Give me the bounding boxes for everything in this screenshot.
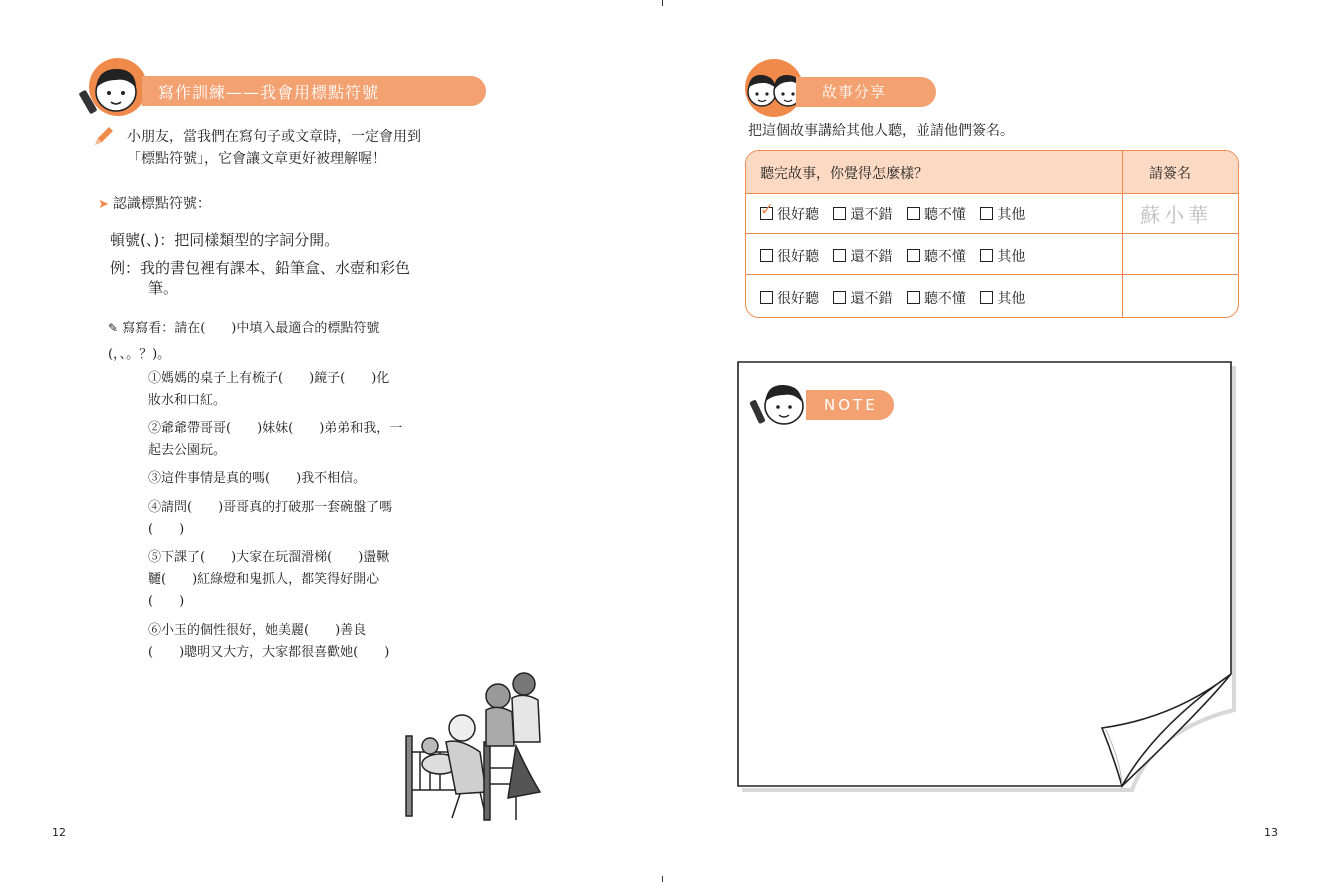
option-checkbox[interactable] [907,207,966,223]
task-line-1: 寫寫看：請在( )中填入最適合的標點符號 [122,321,380,336]
option-checkbox[interactable] [907,291,966,307]
table-row [760,246,1035,266]
question-6 [148,620,578,664]
table-row [760,200,1035,224]
signature-field-2[interactable] [1124,236,1234,272]
option-label: 其他 [997,249,1026,265]
question-5-line-3: ( ) [148,594,185,609]
question-3 [148,468,578,490]
option-checkbox[interactable] [980,249,1025,265]
option-label: 聽不懂 [923,207,966,223]
question-1 [148,368,578,412]
arrow-right-icon: ➤ [98,197,109,212]
page-number-left: 12 [52,826,66,839]
question-5 [148,547,578,613]
option-checkbox[interactable] [760,249,819,265]
option-label: 其他 [997,207,1026,223]
header-signature: 請簽名 [1149,166,1191,182]
task-instruction [108,315,588,368]
question-1-line-1: ①媽媽的桌子上有梳子( )鏡子( )化 [148,371,390,386]
example-line-1: 例：我的書包裡有課本、鉛筆盒、水壺和彩色 [110,259,411,277]
option-label: 很好聽 [777,249,819,265]
option-checkbox[interactable] [833,291,892,307]
option-label: 還不錯 [850,249,893,265]
rule-line: 頓號(、)：把同樣類型的字詞分開。 [110,231,340,249]
question-5-line-1: ⑤下課了( )大家在玩溜滑梯( )盪鞦 [148,550,390,565]
question-2 [148,418,578,462]
option-label: 還不錯 [850,207,893,223]
question-4-line-2: ( ) [148,522,185,537]
question-6-line-1: ⑥小玉的個性很好，她美麗( )善良 [148,623,367,638]
option-checkbox[interactable] [980,207,1025,223]
share-instruction: 把這個故事講給其他人聽，並請他們簽名。 [748,123,1014,139]
header-question: 聽完故事，你覺得怎麼樣？ [760,166,928,182]
question-4 [148,497,578,541]
note-label: NOTE [824,396,878,414]
checkmark-icon: ✓ [760,200,775,220]
option-label: 聽不懂 [923,249,966,265]
option-checkbox[interactable] [907,249,966,265]
question-5-line-2: 韆( )紅綠燈和鬼抓人，都笑得好開心 [148,572,380,587]
pencil-icon [92,124,116,148]
example-line-2: 筆。 [148,279,179,297]
banner-title: 寫作訓練——我會用標點符號 [158,83,380,102]
option-checkbox-checked[interactable] [760,200,819,223]
section-heading-text: 認識標點符號： [112,196,211,212]
question-6-line-2: ( )聰明又大方，大家都很喜歡她( ) [148,645,390,660]
question-1-line-2: 妝水和口紅。 [148,393,227,408]
option-checkbox[interactable] [760,291,819,307]
intro-line-2: 「標點符號」，它會讓文章更好被理解喔！ [127,151,386,167]
option-checkbox[interactable] [833,207,892,223]
option-label: 其他 [997,291,1026,307]
option-label: 很好聽 [777,207,819,223]
question-2-line-1: ②爺爺帶哥哥( )妹妹( )弟弟和我，一 [148,421,403,436]
small-pencil-icon: ✎ [108,321,119,335]
option-label: 很好聽 [777,291,819,307]
intro-line-1: 小朋友，當我們在寫句子或文章時，一定會用到 [127,129,421,145]
table-row [760,288,1035,308]
intro-paragraph [127,126,597,170]
question-4-line-1: ④請問( )哥哥真的打破那一套碗盤了嗎 [148,500,393,515]
option-label: 聽不懂 [923,291,966,307]
story-share-title: 故事分享 [822,83,887,101]
signature-field-1[interactable]: 蘇小華 [1140,203,1212,227]
task-line-2: (，、。？)。 [108,347,171,362]
family-bedside-illustration [400,672,560,824]
signature-field-3[interactable] [1124,277,1234,313]
option-checkbox[interactable] [833,249,892,265]
question-2-line-2: 起去公園玩。 [148,443,227,458]
question-3-line-1: ③這件事情是真的嗎( )我不相信。 [148,471,367,486]
section-heading [98,193,211,213]
option-checkbox[interactable] [980,291,1025,307]
page-number-right: 13 [1264,826,1278,839]
option-label: 還不錯 [850,291,893,307]
